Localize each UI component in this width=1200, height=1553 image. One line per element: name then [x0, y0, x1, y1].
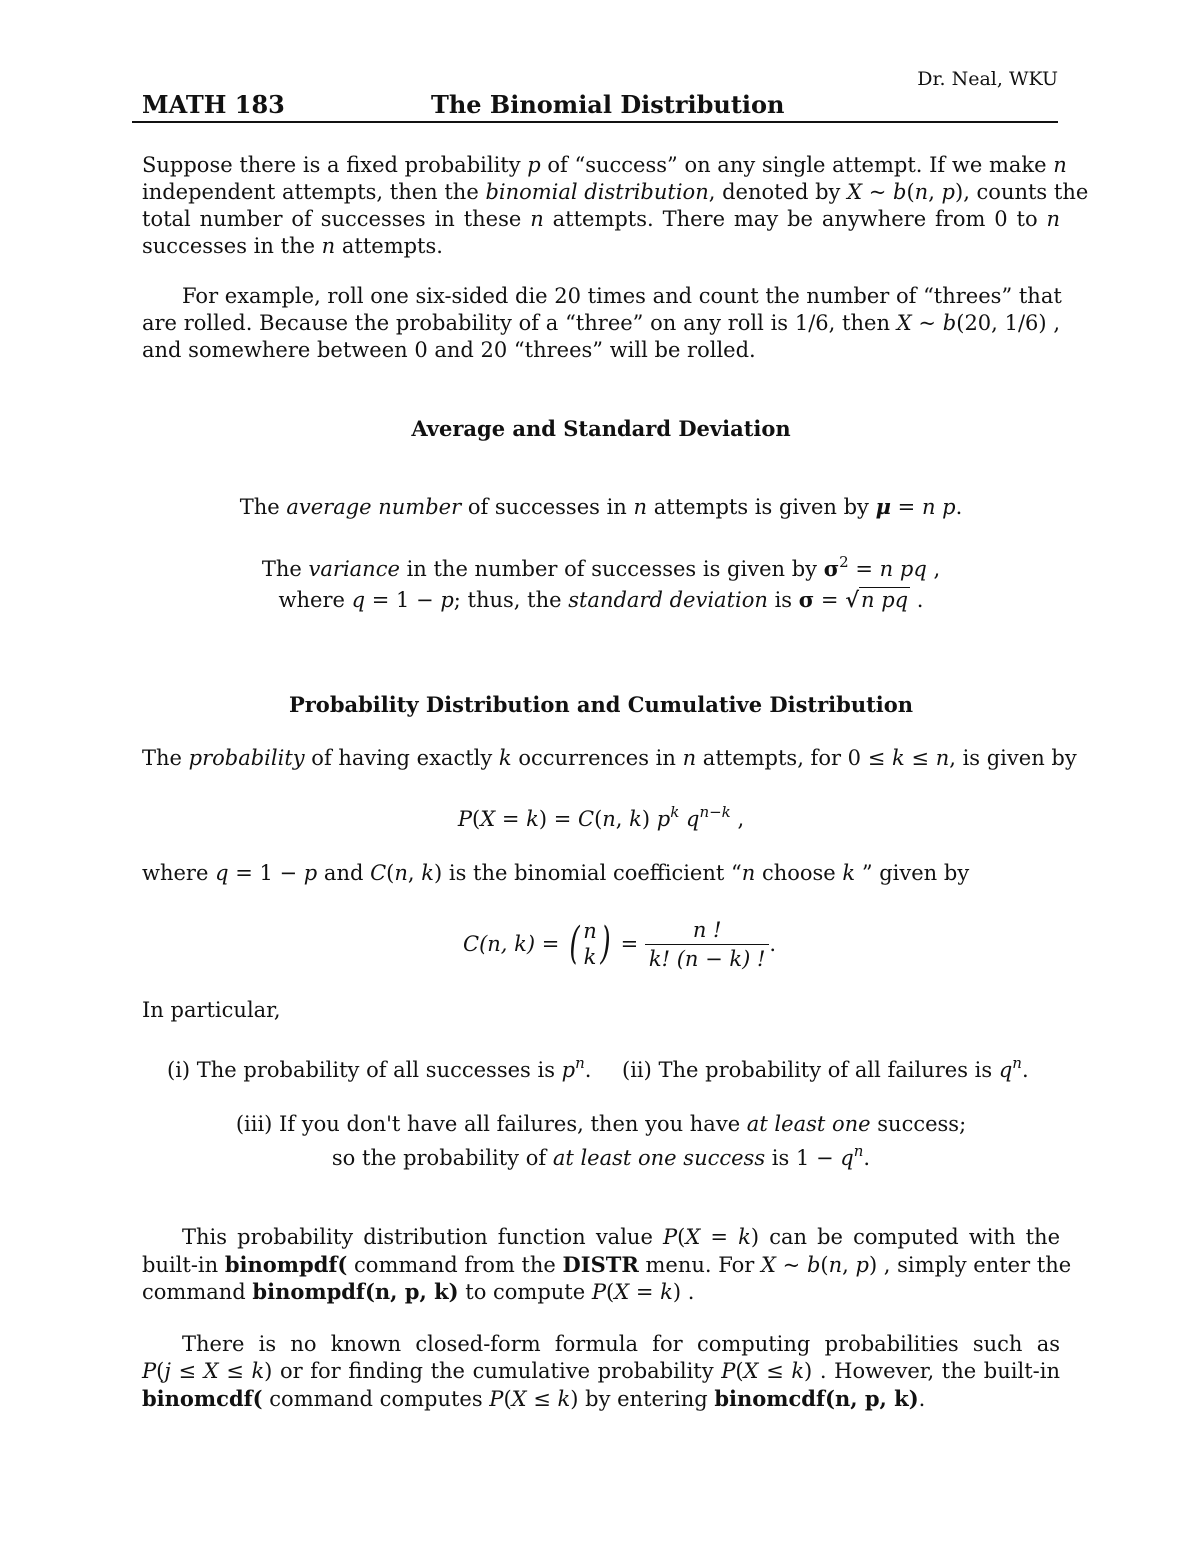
intro-line-4: successes in the n attempts.: [142, 234, 443, 258]
paren-left: (: [569, 918, 580, 969]
pmf-formula: P(X = k) = C(n, k) $p^k$ $q^{n-k}$ ,: [457, 803, 745, 831]
author-line: Dr. Neal, WKU: [917, 68, 1058, 90]
at-least-one-line-1: (iii) If you don't have all failures, then you have at least one success;: [235, 1112, 967, 1136]
where-binomial-coefficient: where q = 1 − p and C(n, k) is the binomial coefficient “n choose k ” given by: [142, 861, 970, 885]
cdf-line-2: P(j ≤ X ≤ k) or for finding the cumulative probability P(X ≤ k) . However, the built-in: [142, 1359, 1060, 1383]
intro-line-2: independent attempts, then the binomial distribution, denoted by X ~ b(n, p), counts the: [142, 180, 1089, 204]
example-line-1: For example, roll one six-sided die 20 times and count the number of “threes” that: [182, 284, 1062, 308]
average-formula: The average number of successes in n attempts is given by μ = n p.: [239, 494, 963, 519]
pdf-line-1: This probability distribution function value P(X = k) can be computed with the: [182, 1225, 1060, 1249]
cdf-line-1: There is no known closed-form formula for computing probabilities such as: [182, 1332, 1060, 1356]
section-heading-distribution: Probability Distribution and Cumulative Distribution: [288, 692, 914, 717]
all-failures: (ii) The probability of all failures is $q^n$.: [622, 1054, 1029, 1082]
at-least-one-line-2: so the probability of at least one success is $1 - q^n$.: [331, 1142, 871, 1170]
pdf-line-2: built-in binompdf( command from the DISTR menu. For X ~ b(n, p) , simply enter the: [142, 1252, 1072, 1277]
intro-line-1: Suppose there is a fixed probability p of “success” on any single attempt. If we make n: [142, 153, 1067, 177]
pdf-line-3: command binompdf(n, p, k) to compute P(X = k) .: [142, 1279, 695, 1304]
probability-intro: The probability of having exactly k occurrences in n attempts, for 0 ≤ k ≤ n, is given by: [142, 746, 1077, 770]
course-code: MATH 183: [142, 90, 285, 119]
paren-right: ): [600, 918, 611, 969]
binomial-coefficient-formula: C(n, k) = ( n k ) = $\frac{n !}{k! (n - k) !}$ .: [463, 917, 777, 971]
intro-line-3: total number of successes in these n attempts. There may be anywhere from 0 to n: [142, 207, 1060, 231]
cdf-line-3: binomcdf( command computes P(X ≤ k) by entering binomcdf(n, p, k).: [142, 1386, 926, 1411]
example-line-3: and somewhere between 0 and 20 “threes” will be rolled.: [142, 338, 756, 362]
in-particular: In particular,: [142, 998, 281, 1022]
header-rule: [132, 121, 1058, 123]
page-title: The Binomial Distribution: [431, 90, 785, 119]
example-line-2: are rolled. Because the probability of a “three” on any roll is 1/6, then X ~ b(20, 1/6) ,: [142, 311, 1061, 335]
variance-formula: The variance in the number of successes is given by $\sigma^2 = n$ pq ,: [261, 553, 941, 581]
all-successes: (i) The probability of all successes is $p^n$.: [167, 1054, 592, 1082]
standard-deviation-formula: where q = 1 − p; thus, the standard deviation is σ = √n pq .: [278, 587, 924, 612]
section-heading-average: Average and Standard Deviation: [411, 416, 791, 441]
